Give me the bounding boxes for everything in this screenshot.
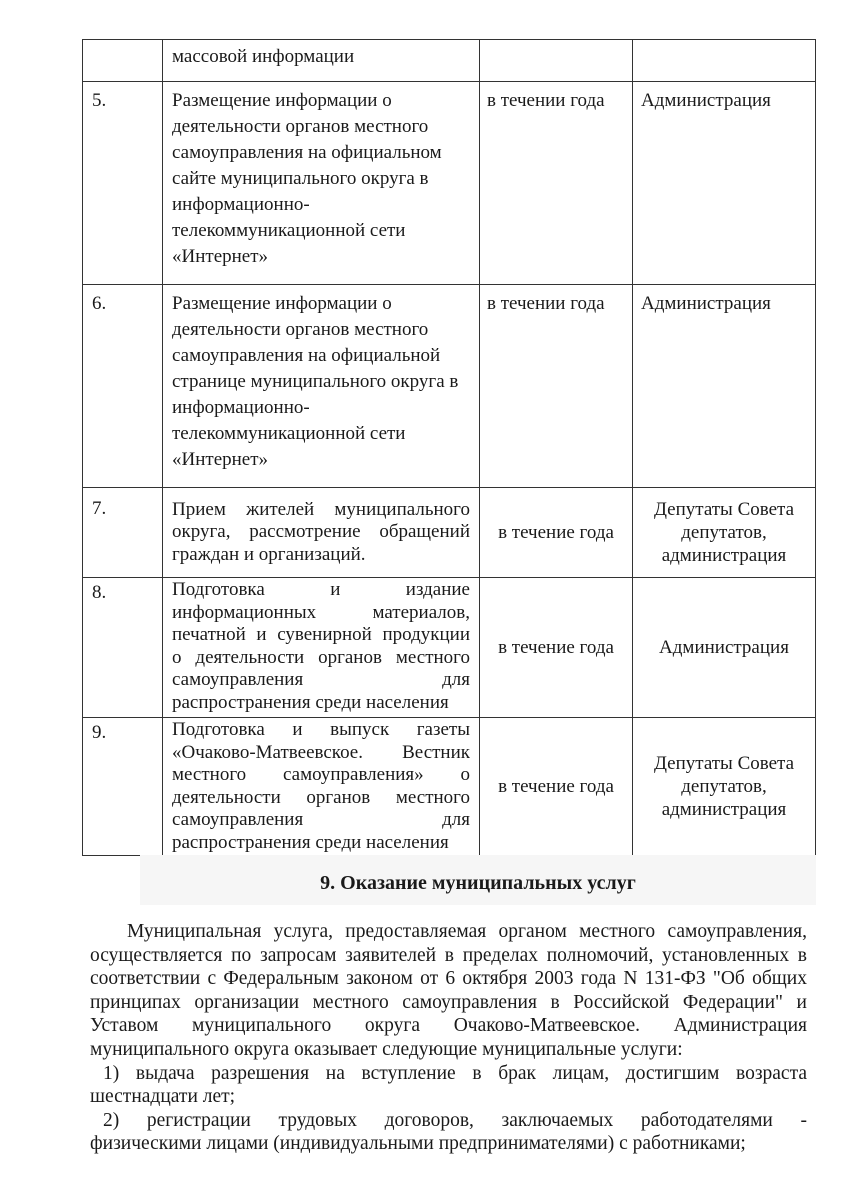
desc-line: деятельности органов местного: [172, 786, 470, 808]
list-item-service-2: [90, 1109, 807, 1156]
table-row: [83, 578, 816, 718]
desc-line: граждан и организаций.: [172, 543, 366, 565]
text-line: шестнадцати лет;: [90, 1086, 236, 1108]
desc-line: самоуправления на официальной: [172, 345, 441, 366]
event-responsible: [633, 718, 816, 856]
event-responsible: Администрация: [633, 285, 816, 488]
desc-line: «Очаково-Матвеевское. Вестник: [172, 741, 470, 763]
desc-line: Подготовка и издание: [172, 579, 470, 600]
desc-line: «Интернет»: [172, 246, 269, 267]
responsible-line: депутатов,: [681, 522, 767, 543]
text-line: соответствии с Федеральным законом от 6 октября 2003 года N 131-ФЗ "Об общих: [90, 968, 807, 990]
desc-line: местного самоуправления» о: [172, 764, 470, 785]
events-table: [82, 39, 816, 856]
event-period: [480, 40, 633, 82]
row-number: [83, 40, 163, 82]
event-description: [163, 285, 480, 488]
desc-line: самоуправления на официальном: [172, 142, 442, 163]
event-responsible: Администрация: [633, 578, 816, 718]
desc-line: распространения среди населения: [172, 831, 449, 853]
text-line: 2) регистрации трудовых договоров, заключаемых работодателями -: [103, 1109, 807, 1131]
desc-line: информационно-: [172, 194, 310, 215]
list-item-service-1: [90, 1062, 807, 1109]
text-line: 1) выдача разрешения на вступление в брак лицам, достигшим возраста: [103, 1062, 807, 1084]
desc-line: сайте муниципального округа в: [172, 168, 429, 189]
event-description: массовой информации: [163, 40, 480, 82]
table-row: [83, 82, 816, 285]
desc-line: округа, рассмотрение обращений: [172, 521, 470, 543]
text-line: принципах организации местного самоуправления в Российской Федерации" и: [90, 991, 807, 1013]
desc-line: Прием жителей муниципального: [172, 498, 470, 520]
text-line: муниципального округа оказывает следующие муниципальные услуги:: [90, 1038, 683, 1060]
event-period: в течение года: [480, 578, 633, 718]
event-description: [163, 718, 480, 856]
event-responsible: [633, 40, 816, 82]
row-number: 6.: [83, 285, 163, 488]
responsible-line: Депутаты Совета: [653, 753, 795, 774]
desc-line: самоуправления для: [172, 669, 470, 690]
desc-line: информационных материалов,: [172, 601, 470, 623]
body-text: [90, 920, 807, 1156]
row-number: 5.: [83, 82, 163, 285]
row-number: 9.: [83, 718, 163, 856]
responsible-line: Депутаты Совета: [653, 499, 795, 520]
desc-line: Размещение информации о: [172, 90, 392, 111]
event-responsible: Администрация: [633, 82, 816, 285]
event-period: в течение года: [480, 718, 633, 856]
responsible-line: администрация: [661, 545, 787, 566]
responsible-line: администрация: [661, 799, 787, 820]
event-description: [163, 578, 480, 718]
text-line: Уставом муниципального округа Очаково-Матвеевское. Администрация: [90, 1015, 807, 1037]
desc-line: информационно-: [172, 397, 310, 418]
paragraph-services-intro: [90, 920, 807, 1062]
text-line: Муниципальная услуга, предоставляемая органом местного самоуправления,: [127, 921, 807, 942]
desc-line: телекоммуникационной сети: [172, 220, 406, 241]
desc-line: деятельности органов местного: [172, 116, 429, 137]
event-description: [163, 82, 480, 285]
section-title: 9. Оказание муниципальных услуг: [320, 872, 636, 894]
desc-line: печатной и сувенирной продукции: [172, 624, 470, 645]
desc-line: самоуправления для: [172, 809, 470, 830]
desc-line: распространения среди населения: [172, 691, 449, 713]
table-row: [83, 488, 816, 578]
row-number: 7.: [83, 488, 163, 578]
desc-line: «Интернет»: [172, 449, 269, 470]
desc-line: деятельности органов местного: [172, 319, 429, 340]
event-responsible: [633, 488, 816, 578]
row-number: 8.: [83, 578, 163, 718]
text-line: физическими лицами (индивидуальными предпринимателями) с работниками;: [90, 1133, 746, 1155]
event-description: [163, 488, 480, 578]
event-period: в течение года: [480, 488, 633, 578]
table-row: [83, 718, 816, 856]
table-row: [83, 40, 816, 82]
desc-line: Подготовка и выпуск газеты: [172, 719, 470, 740]
desc-line: странице муниципального округа в: [172, 371, 459, 392]
desc-line: телекоммуникационной сети: [172, 423, 406, 444]
text-line: осуществляется по запросам заявителей в пределах полномочий, установленных в: [90, 944, 807, 966]
responsible-line: депутатов,: [681, 776, 767, 797]
table-row: [83, 285, 816, 488]
desc-line: Размещение информации о: [172, 293, 392, 314]
event-period: в течении года: [480, 82, 633, 285]
event-period: в течении года: [480, 285, 633, 488]
desc-line: о деятельности органов местного: [172, 646, 470, 668]
